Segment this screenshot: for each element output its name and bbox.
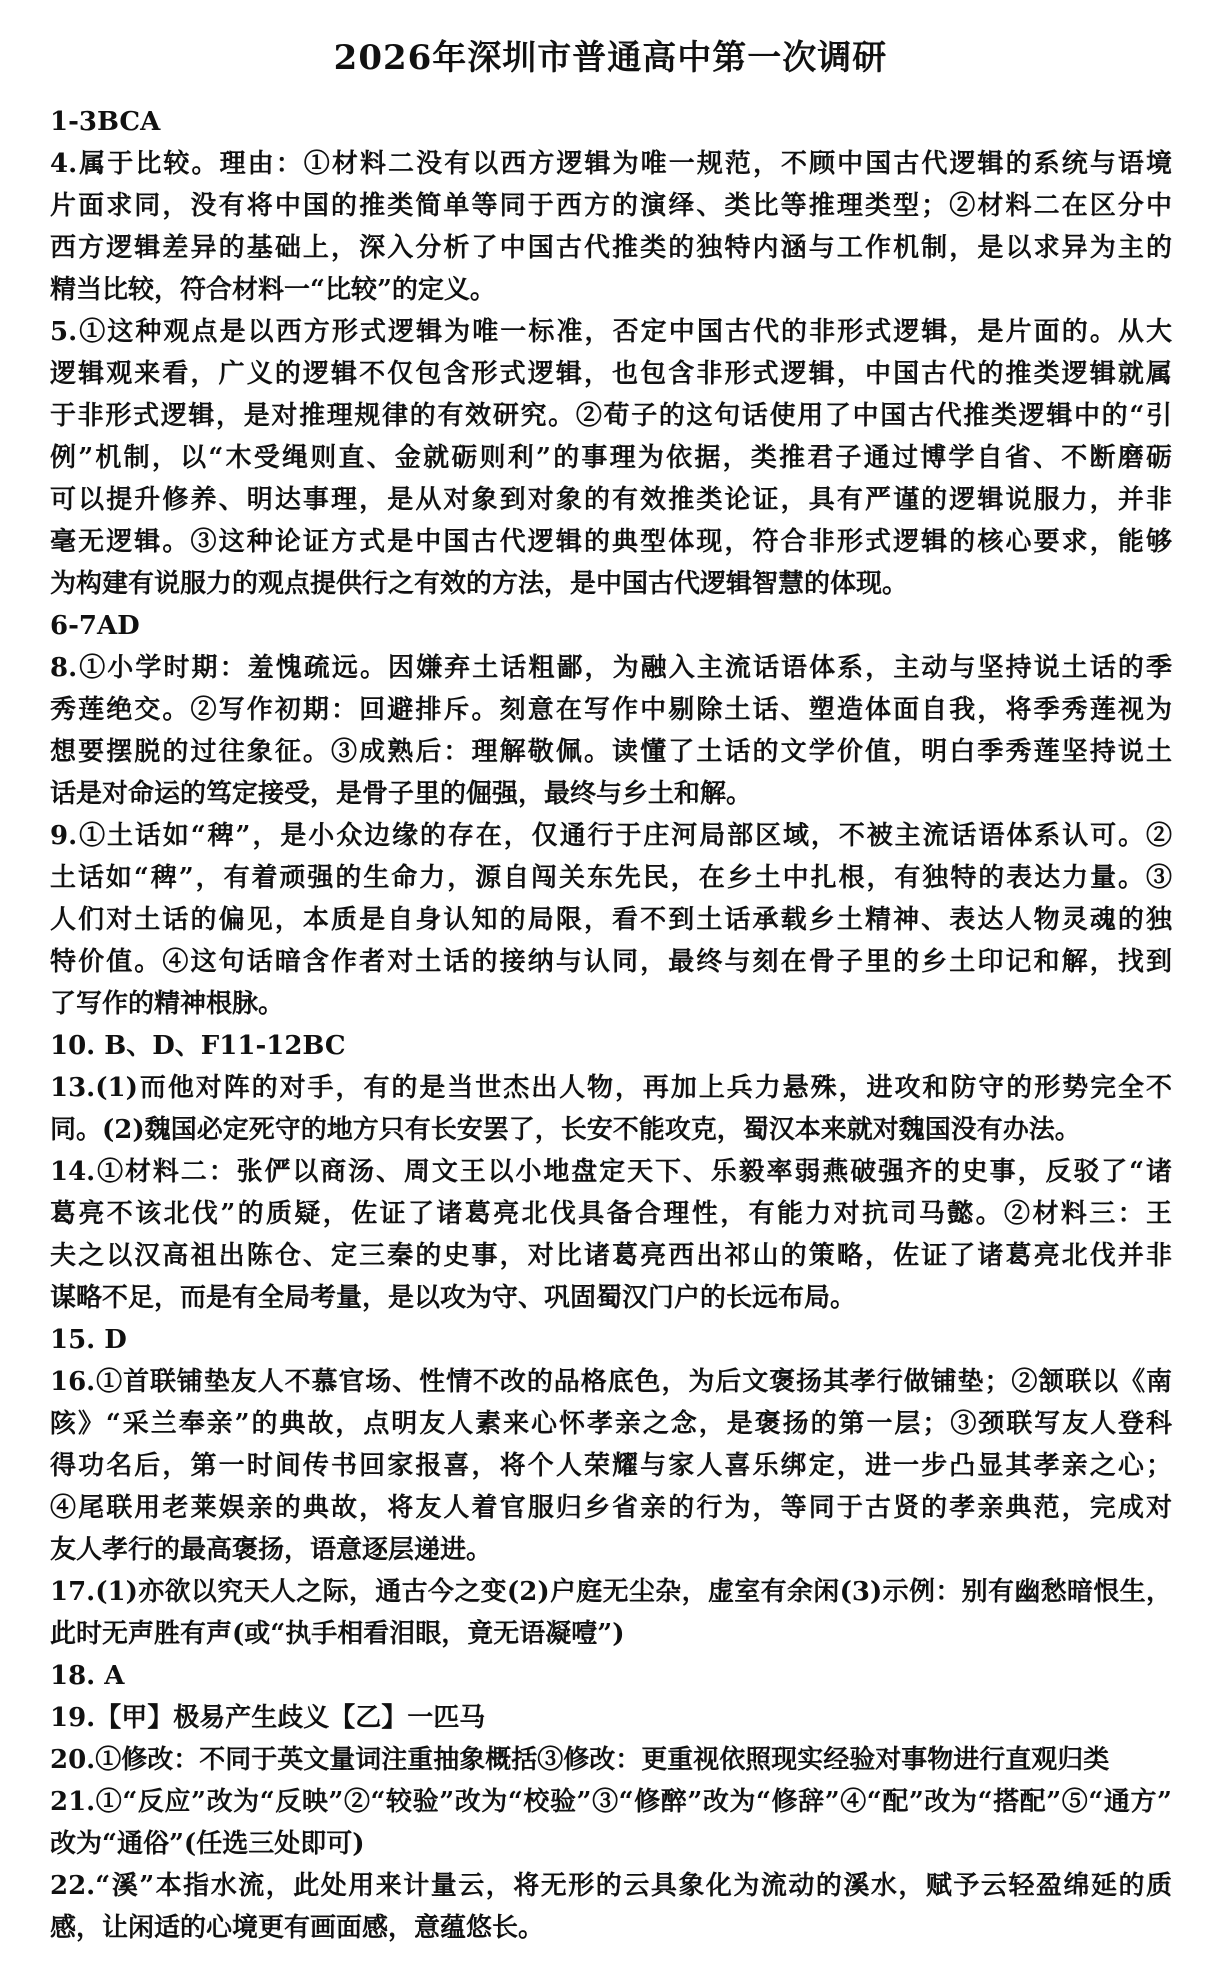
answer-line: 土话如“稗”，有着顽强的生命力，源自闯关东先民，在乡土中扎根，有独特的表达力量。③	[50, 863, 1172, 893]
answer-line: 了写作的精神根脉。	[50, 989, 285, 1019]
answer-item	[50, 101, 1172, 143]
answer-line: 于非形式逻辑，是对推理规律的有效研究。②荀子的这句话使用了中国古代推类逻辑中的“引	[50, 401, 1172, 431]
answer-line: 4.属于比较。理由：①材料二没有以西方逻辑为唯一规范，不顾中国古代逻辑的系统与语境	[50, 149, 1172, 179]
answer-line: 西方逻辑差异的基础上，深入分析了中国古代推类的独特内涵与工作机制，是以求异为主的	[50, 233, 1172, 263]
answer-line: 14.①材料二：张俨以商汤、周文王以小地盘定天下、乐毅率弱燕破强齐的史事，反驳了“诸	[50, 1157, 1172, 1187]
answer-item	[50, 647, 1172, 815]
answer-line: 13.(1)而他对阵的对手，有的是当世杰出人物，再加上兵力悬殊，进攻和防守的形势完全不	[50, 1073, 1172, 1103]
answer-item	[50, 815, 1172, 1025]
answer-line: 为构建有说服力的观点提供行之有效的方法，是中国古代逻辑智慧的体现。	[50, 569, 909, 599]
answer-line: 可以提升修养、明达事理，是从对象到对象的有效推类论证，具有严谨的逻辑说服力，并非	[50, 485, 1172, 515]
answer-line: 19.【甲】极易产生歧义【乙】一匹马	[50, 1703, 486, 1733]
answer-line: 友人孝行的最高褒扬，语意逐层递进。	[50, 1535, 493, 1565]
answer-line: 15. D	[50, 1325, 127, 1355]
answer-line: 20.①修改：不同于英文量词注重抽象概括③修改：更重视依照现实经验对事物进行直观归类	[50, 1745, 1110, 1775]
answer-list	[50, 101, 1172, 1949]
answer-line: 18. A	[50, 1661, 125, 1691]
answer-line: 同。(2)魏国必定死守的地方只有长安罢了，长安不能攻克，蜀汉本来就对魏国没有办法。	[50, 1115, 1081, 1145]
answer-item	[50, 1025, 1172, 1067]
answer-line: 话是对命运的笃定接受，是骨子里的倔强，最终与乡土和解。	[50, 779, 753, 809]
answer-item	[50, 1739, 1172, 1781]
answer-line: 22.“溪”本指水流，此处用来计量云，将无形的云具象化为流动的溪水，赋予云轻盈绵延的质	[50, 1871, 1172, 1901]
answer-line: 陔》“采兰奉亲”的典故，点明友人素来心怀孝亲之念，是褒扬的第一层；③颈联写友人登科	[50, 1409, 1172, 1439]
answer-line: 逻辑观来看，广义的逻辑不仅包含形式逻辑，也包含非形式逻辑，中国古代的推类逻辑就属	[50, 359, 1172, 389]
answer-line: 8.①小学时期：羞愧疏远。因嫌弃土话粗鄙，为融入主流话语体系，主动与坚持说土话的季	[50, 653, 1172, 683]
answer-line: 1-3BCA	[50, 107, 161, 137]
answer-line: 片面求同，没有将中国的推类简单等同于西方的演绎、类比等推理类型；②材料二在区分中	[50, 191, 1172, 221]
answer-line: 16.①首联铺垫友人不慕官场、性情不改的品格底色，为后文褒扬其孝行做铺垫；②颔联以《南	[50, 1367, 1172, 1397]
answer-item	[50, 605, 1172, 647]
answer-item	[50, 1865, 1172, 1949]
answer-line: 5.①这种观点是以西方形式逻辑为唯一标准，否定中国古代的非形式逻辑，是片面的。从大	[50, 317, 1172, 347]
answer-item	[50, 1361, 1172, 1571]
answer-line: 毫无逻辑。③这种论证方式是中国古代逻辑的典型体现，符合非形式逻辑的核心要求，能够	[50, 527, 1172, 557]
answer-line: 秀莲绝交。②写作初期：回避排斥。刻意在写作中剔除土话、塑造体面自我，将季秀莲视为	[50, 695, 1172, 725]
answer-line: 9.①土话如“稗”，是小众边缘的存在，仅通行于庄河局部区域，不被主流话语体系认可。②	[50, 821, 1172, 851]
answer-line: 6-7AD	[50, 611, 140, 641]
answer-item	[50, 1781, 1172, 1865]
answer-item	[50, 1151, 1172, 1319]
answer-line: 谋略不足，而是有全局考量，是以攻为守、巩固蜀汉门户的长远布局。	[50, 1283, 857, 1313]
answer-line: 得功名后，第一时间传书回家报喜，将个人荣耀与家人喜乐绑定，进一步凸显其孝亲之心；	[50, 1451, 1172, 1481]
answer-line: 夫之以汉高祖出陈仓、定三秦的史事，对比诸葛亮西出祁山的策略，佐证了诸葛亮北伐并非	[50, 1241, 1172, 1271]
answer-line: 特价值。④这句话暗含作者对土话的接纳与认同，最终与刻在骨子里的乡土印记和解，找到	[50, 947, 1172, 977]
document-title: 2026年深圳市普通高中第一次调研	[333, 38, 888, 78]
answer-item	[50, 1571, 1172, 1655]
answer-line: 精当比较，符合材料一“比较”的定义。	[50, 275, 496, 305]
answer-item	[50, 311, 1172, 605]
answer-line: 10. B、D、F11-12BC	[50, 1031, 346, 1061]
answer-line: ④尾联用老莱娱亲的典故，将友人着官服归乡省亲的行为，等同于古贤的孝亲典范，完成对	[50, 1493, 1172, 1523]
answer-line: 感，让闲适的心境更有画面感，意蕴悠长。	[50, 1913, 545, 1943]
answer-item	[50, 1655, 1172, 1697]
answer-item	[50, 1319, 1172, 1361]
answer-item	[50, 143, 1172, 311]
answer-line: 改为“通俗”(任选三处即可)	[50, 1829, 365, 1859]
answer-line: 21.①“反应”改为“反映”②“较验”改为“校验”③“修醉”改为“修辞”④“配”改为“搭配”⑤“通方”	[50, 1787, 1172, 1817]
answer-line: 人们对土话的偏见，本质是自身认知的局限，看不到土话承载乡土精神、表达人物灵魂的独	[50, 905, 1172, 935]
answer-item	[50, 1697, 1172, 1739]
answer-line: 例”机制，以“木受绳则直、金就砺则利”的事理为依据，类推君子通过博学自省、不断磨砺	[50, 443, 1172, 473]
answer-line: 17.(1)亦欲以究天人之际，通古今之变(2)户庭无尘杂，虚室有余闲(3)示例：别有幽愁暗恨生，	[50, 1577, 1172, 1607]
answer-line: 葛亮不该北伐”的质疑，佐证了诸葛亮北伐具备合理性，有能力对抗司马懿。②材料三：王	[50, 1199, 1172, 1229]
answer-line: 此时无声胜有声(或“执手相看泪眼，竟无语凝噎”)	[50, 1619, 625, 1649]
answer-line: 想要摆脱的过往象征。③成熟后：理解敬佩。读懂了土话的文学价值，明白季秀莲坚持说土	[50, 737, 1172, 767]
answer-item	[50, 1067, 1172, 1151]
